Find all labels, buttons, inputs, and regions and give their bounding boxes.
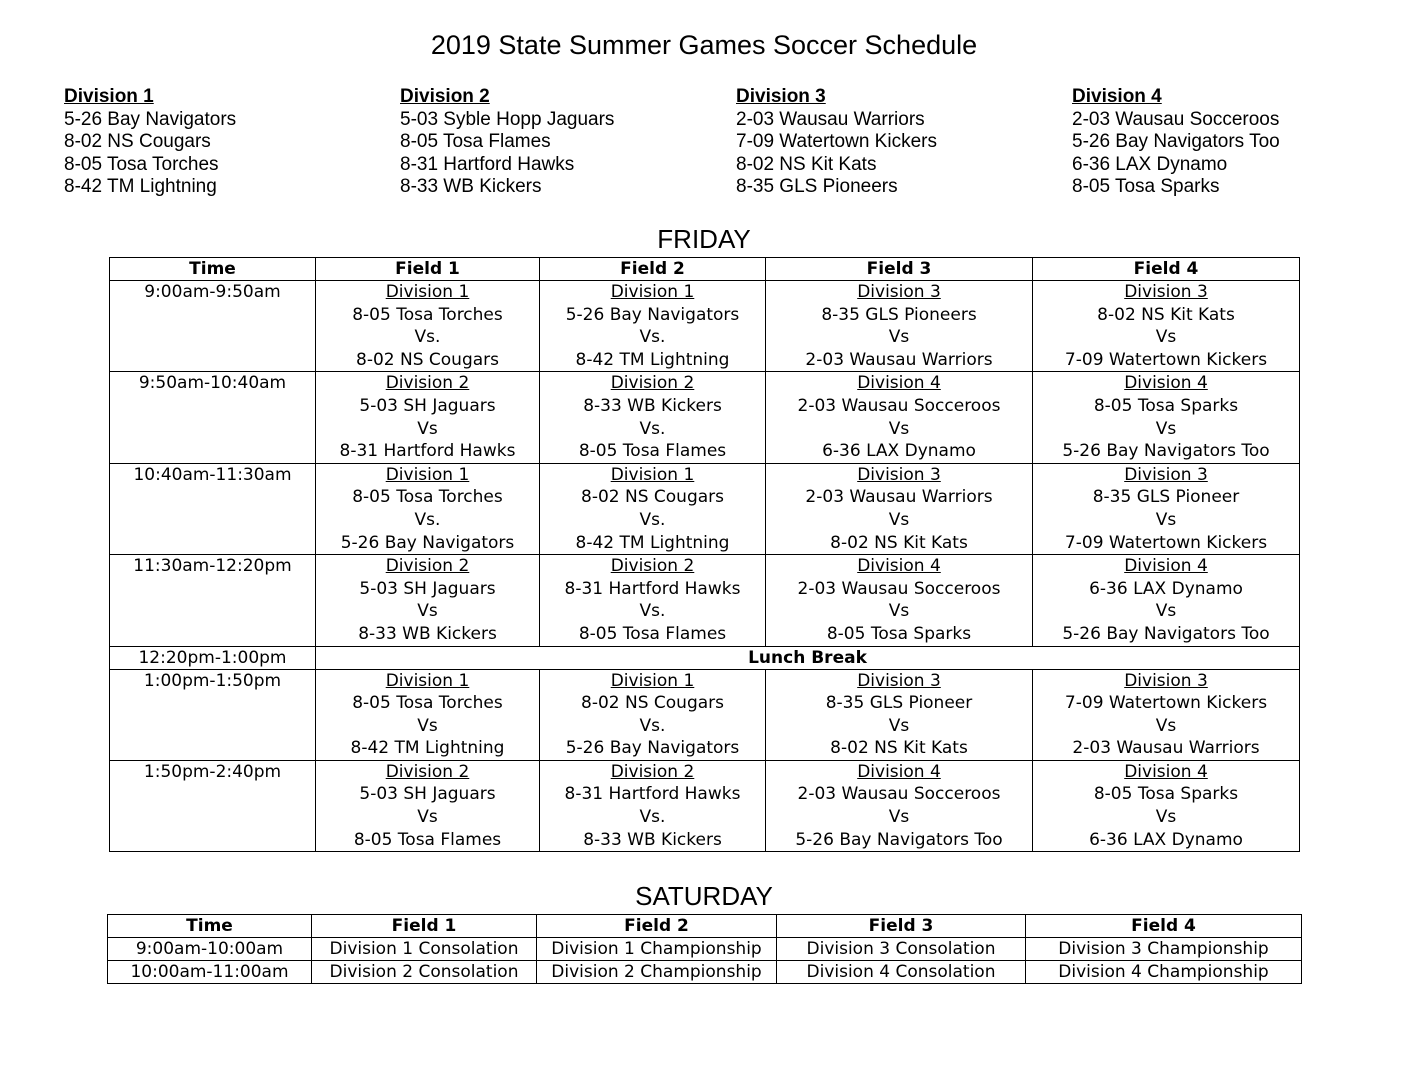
match-cell bbox=[1033, 281, 1300, 372]
team-name: 8-05 Tosa Flames bbox=[400, 131, 551, 152]
match-team-1: 2-03 Wausau Socceroos bbox=[797, 784, 1001, 805]
match-team-2: 2-03 Wausau Warriors bbox=[805, 349, 993, 370]
match-vs: Vs. bbox=[414, 509, 441, 530]
header-time: Time bbox=[108, 915, 312, 938]
match-cell bbox=[540, 760, 766, 851]
match-cell bbox=[766, 760, 1033, 851]
team-name: 2-03 Wausau Warriors bbox=[736, 108, 925, 130]
table-header-row bbox=[110, 258, 1300, 281]
time-slot: 10:40am-11:30am bbox=[110, 463, 316, 554]
match-team-1: 8-02 NS Cougars bbox=[581, 693, 724, 714]
team-name: 7-09 Watertown Kickers bbox=[736, 131, 937, 152]
lunch-row bbox=[110, 646, 1300, 669]
match-cell: Division 3 Consolation bbox=[777, 938, 1026, 961]
match-team-1: 8-05 Tosa Torches bbox=[352, 487, 503, 508]
match-team-2: 8-42 TM Lightning bbox=[350, 738, 505, 759]
match-cell bbox=[540, 372, 766, 463]
match-cell: Division 1 Consolation bbox=[312, 938, 537, 961]
match-team-1: 8-35 GLS Pioneer bbox=[1092, 487, 1240, 508]
match-cell bbox=[766, 555, 1033, 646]
table-row bbox=[110, 372, 1300, 463]
header-field-4: Field 4 bbox=[1033, 258, 1300, 281]
team-name: 8-02 NS Cougars bbox=[64, 131, 211, 152]
match-division: Division 3 bbox=[1124, 282, 1208, 302]
match-division: Division 1 bbox=[610, 464, 695, 485]
lunch-break-label: Lunch Break bbox=[316, 646, 1300, 669]
match-team-1: 5-03 SH Jaguars bbox=[359, 578, 496, 599]
match-team-2: 7-09 Watertown Kickers bbox=[1064, 532, 1268, 553]
match-division: Division 2 bbox=[385, 556, 470, 577]
match-team-2: 6-36 LAX Dynamo bbox=[1089, 829, 1243, 850]
match-vs: Vs bbox=[888, 601, 910, 622]
match-team-1: 8-05 Tosa Torches bbox=[352, 304, 503, 325]
division-rosters bbox=[0, 86, 1408, 206]
match-team-2: 8-05 Tosa Flames bbox=[353, 829, 502, 850]
match-team-1: 5-03 SH Jaguars bbox=[359, 395, 496, 416]
match-team-2: 8-05 Tosa Flames bbox=[578, 623, 727, 644]
match-team-2: 8-33 WB Kickers bbox=[583, 829, 722, 850]
table-row bbox=[110, 281, 1300, 372]
match-vs: Vs bbox=[417, 601, 438, 622]
table-row bbox=[110, 760, 1300, 851]
match-team-1: 2-03 Wausau Socceroos bbox=[797, 578, 1001, 599]
match-vs: Vs. bbox=[639, 418, 666, 439]
match-division: Division 4 bbox=[857, 556, 941, 577]
match-vs: Vs bbox=[417, 715, 438, 736]
header-time: Time bbox=[110, 258, 316, 281]
match-cell bbox=[316, 760, 540, 851]
match-cell bbox=[540, 555, 766, 646]
header-field-3: Field 3 bbox=[777, 915, 1026, 938]
match-cell: Division 3 Championship bbox=[1026, 938, 1302, 961]
match-division: Division 3 bbox=[1124, 464, 1208, 485]
match-team-1: 8-02 NS Cougars bbox=[581, 487, 724, 508]
match-division: Division 3 bbox=[1124, 670, 1208, 691]
header-field-2: Field 2 bbox=[537, 915, 777, 938]
team-name: 5-03 Syble Hopp Jaguars bbox=[400, 108, 615, 130]
time-slot: 9:50am-10:40am bbox=[110, 372, 316, 463]
team-name: 5-26 Bay Navigators bbox=[64, 108, 237, 130]
table-row bbox=[110, 669, 1300, 760]
match-vs: Vs. bbox=[414, 327, 441, 348]
header-field-1: Field 1 bbox=[312, 915, 537, 938]
match-team-2: 5-26 Bay Navigators bbox=[565, 738, 740, 759]
match-vs: Vs. bbox=[639, 715, 666, 736]
match-team-2: 7-09 Watertown Kickers bbox=[1064, 349, 1268, 370]
match-team-1: 8-31 Hartford Hawks bbox=[564, 578, 741, 599]
table-row bbox=[108, 938, 1302, 961]
match-team-1: 5-03 SH Jaguars bbox=[359, 784, 496, 805]
team-name: 8-05 Tosa Torches bbox=[64, 153, 219, 175]
match-cell bbox=[540, 669, 766, 760]
match-vs: Vs bbox=[417, 807, 438, 828]
match-team-2: 8-42 TM Lightning bbox=[575, 532, 730, 553]
table-row bbox=[110, 555, 1300, 646]
match-team-1: 8-35 GLS Pioneers bbox=[821, 304, 977, 325]
match-division: Division 4 bbox=[1124, 373, 1208, 394]
friday-lunch-rows bbox=[110, 646, 1300, 669]
saturday-rows bbox=[108, 938, 1302, 984]
match-team-2: 8-05 Tosa Flames bbox=[578, 441, 727, 462]
match-division: Division 2 bbox=[385, 373, 470, 394]
team-name: 8-31 Hartford Hawks bbox=[400, 153, 575, 175]
division-heading: Division 2 bbox=[400, 86, 490, 107]
team-name: 8-33 WB Kickers bbox=[400, 176, 542, 197]
match-team-1: 8-31 Hartford Hawks bbox=[564, 784, 741, 805]
match-division: Division 1 bbox=[610, 670, 695, 691]
time-slot: 10:00am-11:00am bbox=[108, 961, 312, 984]
friday-morning-rows bbox=[110, 281, 1300, 647]
match-team-2: 6-36 LAX Dynamo bbox=[822, 441, 976, 462]
match-vs: Vs bbox=[888, 327, 910, 348]
header-field-2: Field 2 bbox=[540, 258, 766, 281]
match-division: Division 1 bbox=[385, 464, 470, 485]
match-vs: Vs. bbox=[639, 509, 666, 530]
match-cell: Division 4 Consolation bbox=[777, 961, 1026, 984]
division-heading: Division 1 bbox=[64, 86, 154, 107]
match-cell bbox=[540, 463, 766, 554]
division-heading: Division 3 bbox=[736, 86, 826, 107]
match-cell bbox=[316, 463, 540, 554]
match-vs: Vs. bbox=[639, 807, 666, 828]
match-cell: Division 1 Championship bbox=[537, 938, 777, 961]
table-header-row bbox=[108, 915, 1302, 938]
match-division: Division 2 bbox=[610, 556, 695, 577]
match-vs: Vs bbox=[1155, 807, 1177, 828]
match-vs: Vs bbox=[1155, 509, 1177, 530]
header-field-3: Field 3 bbox=[766, 258, 1033, 281]
match-cell bbox=[316, 555, 540, 646]
time-slot: 1:00pm-1:50pm bbox=[110, 669, 316, 760]
team-name: 6-36 LAX Dynamo bbox=[1072, 153, 1228, 175]
match-team-2: 8-33 WB Kickers bbox=[358, 623, 497, 644]
match-cell bbox=[1033, 669, 1300, 760]
match-team-1: 5-26 Bay Navigators bbox=[565, 304, 740, 325]
match-vs: Vs bbox=[888, 807, 910, 828]
match-vs: Vs bbox=[888, 715, 910, 736]
match-cell bbox=[316, 281, 540, 372]
match-cell bbox=[1033, 372, 1300, 463]
table-row bbox=[110, 463, 1300, 554]
match-cell bbox=[1033, 760, 1300, 851]
match-team-2: 8-31 Hartford Hawks bbox=[339, 441, 516, 462]
time-slot: 9:00am-9:50am bbox=[110, 281, 316, 372]
match-team-2: 8-02 NS Kit Kats bbox=[830, 738, 968, 759]
match-vs: Vs bbox=[1155, 418, 1177, 439]
team-name: 8-35 GLS Pioneers bbox=[736, 176, 898, 197]
match-team-1: 6-36 LAX Dynamo bbox=[1089, 578, 1243, 599]
match-team-1: 8-05 Tosa Sparks bbox=[1093, 395, 1239, 416]
match-team-1: 2-03 Wausau Warriors bbox=[805, 487, 993, 508]
match-cell bbox=[766, 372, 1033, 463]
match-cell: Division 4 Championship bbox=[1026, 961, 1302, 984]
match-team-1: 2-03 Wausau Socceroos bbox=[797, 395, 1001, 416]
division-3-roster bbox=[736, 86, 937, 199]
time-slot: 11:30am-12:20pm bbox=[110, 555, 316, 646]
match-cell bbox=[766, 281, 1033, 372]
friday-afternoon-rows bbox=[110, 669, 1300, 852]
table-row bbox=[108, 961, 1302, 984]
match-division: Division 4 bbox=[1124, 556, 1208, 577]
match-cell bbox=[766, 669, 1033, 760]
match-division: Division 3 bbox=[857, 282, 941, 302]
match-cell bbox=[1033, 555, 1300, 646]
match-cell bbox=[540, 281, 766, 372]
match-cell bbox=[1033, 463, 1300, 554]
match-division: Division 2 bbox=[610, 761, 695, 782]
match-vs: Vs bbox=[888, 509, 910, 530]
match-team-2: 8-02 NS Kit Kats bbox=[830, 532, 968, 553]
saturday-heading: SATURDAY bbox=[635, 881, 773, 911]
match-cell bbox=[316, 669, 540, 760]
time-slot: 1:50pm-2:40pm bbox=[110, 760, 316, 851]
division-1-roster bbox=[64, 86, 236, 199]
match-team-1: 8-33 WB Kickers bbox=[583, 395, 722, 416]
match-vs: Vs bbox=[1155, 601, 1177, 622]
match-division: Division 1 bbox=[610, 282, 695, 302]
match-team-2: 8-02 NS Cougars bbox=[356, 349, 499, 370]
division-4-roster bbox=[1072, 86, 1280, 199]
match-team-2: 5-26 Bay Navigators bbox=[340, 532, 515, 553]
document-title: 2019 State Summer Games Soccer Schedule bbox=[430, 30, 978, 60]
match-division: Division 3 bbox=[857, 464, 941, 485]
match-team-2: 5-26 Bay Navigators Too bbox=[795, 829, 1003, 850]
match-team-2: 2-03 Wausau Warriors bbox=[1072, 738, 1260, 759]
match-team-1: 8-35 GLS Pioneer bbox=[825, 693, 973, 714]
match-cell: Division 2 Championship bbox=[537, 961, 777, 984]
match-division: Division 1 bbox=[385, 670, 470, 691]
match-cell bbox=[766, 463, 1033, 554]
division-2-roster bbox=[400, 86, 614, 199]
match-division: Division 1 bbox=[385, 282, 470, 302]
match-cell bbox=[316, 372, 540, 463]
header-field-4: Field 4 bbox=[1026, 915, 1302, 938]
friday-heading: FRIDAY bbox=[657, 224, 751, 254]
division-heading: Division 4 bbox=[1072, 86, 1162, 107]
match-team-1: 8-02 NS Kit Kats bbox=[1097, 304, 1235, 325]
match-division: Division 2 bbox=[610, 373, 695, 394]
match-vs: Vs bbox=[1155, 715, 1177, 736]
match-vs: Vs. bbox=[639, 327, 666, 348]
match-division: Division 3 bbox=[857, 670, 941, 691]
team-name: 8-05 Tosa Sparks bbox=[1072, 176, 1220, 197]
match-vs: Vs. bbox=[639, 601, 666, 622]
header-field-1: Field 1 bbox=[316, 258, 540, 281]
match-vs: Vs bbox=[1155, 327, 1177, 348]
friday-schedule-table bbox=[109, 257, 1300, 852]
saturday-schedule-table bbox=[107, 914, 1302, 984]
match-division: Division 4 bbox=[857, 761, 941, 782]
team-name: 8-02 NS Kit Kats bbox=[736, 153, 877, 175]
team-name: 8-42 TM Lightning bbox=[64, 176, 217, 197]
match-cell: Division 2 Consolation bbox=[312, 961, 537, 984]
match-division: Division 2 bbox=[385, 761, 470, 782]
match-team-1: 7-09 Watertown Kickers bbox=[1064, 693, 1268, 714]
match-division: Division 4 bbox=[857, 373, 941, 394]
match-team-2: 8-05 Tosa Sparks bbox=[826, 623, 972, 644]
match-vs: Vs bbox=[888, 418, 910, 439]
match-vs: Vs bbox=[417, 418, 438, 439]
match-team-1: 8-05 Tosa Torches bbox=[352, 693, 503, 714]
team-name: 2-03 Wausau Socceroos bbox=[1072, 108, 1280, 130]
match-team-2: 8-42 TM Lightning bbox=[575, 349, 730, 370]
match-team-1: 8-05 Tosa Sparks bbox=[1093, 784, 1239, 805]
time-slot: 9:00am-10:00am bbox=[108, 938, 312, 961]
team-name: 5-26 Bay Navigators Too bbox=[1072, 131, 1280, 152]
match-team-2: 5-26 Bay Navigators Too bbox=[1062, 623, 1270, 644]
time-slot: 12:20pm-1:00pm bbox=[110, 646, 316, 669]
match-division: Division 4 bbox=[1124, 761, 1208, 782]
match-team-2: 5-26 Bay Navigators Too bbox=[1062, 441, 1270, 462]
